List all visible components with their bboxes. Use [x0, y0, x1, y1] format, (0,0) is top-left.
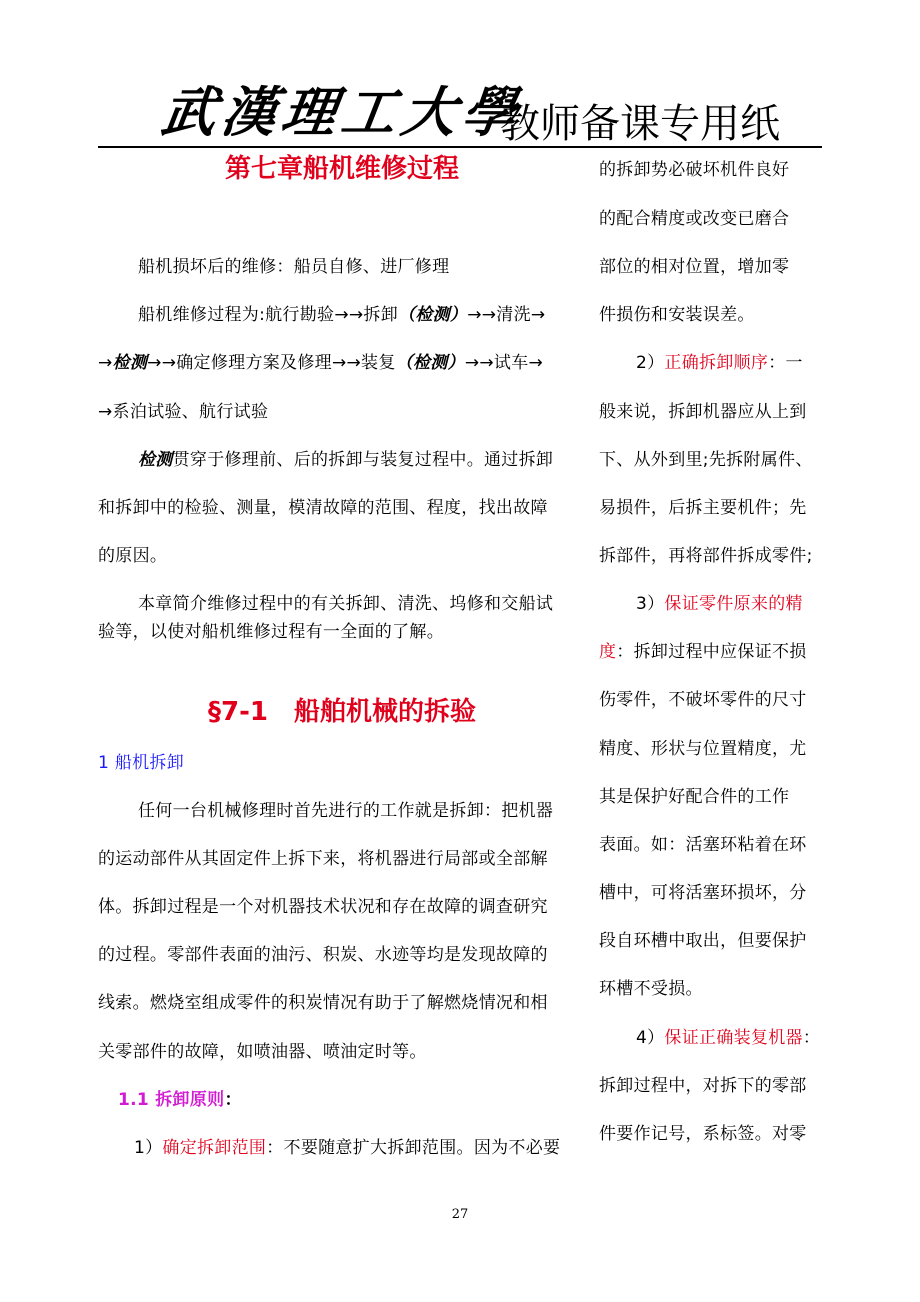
- right-column-line: [636, 1027, 820, 1049]
- right-column-line: 槽中，可将活塞环损坏，分: [599, 883, 807, 903]
- text-run: 船机维修过程为:航行勘验→→拆卸: [138, 305, 399, 325]
- rule-number: 1）: [134, 1138, 163, 1158]
- rule-line: [134, 1137, 560, 1159]
- emphasis-text: （检测）: [395, 353, 465, 373]
- body-line: 任何一台机械修理时首先进行的工作就是拆卸：把机器: [138, 801, 554, 821]
- intro-line: 验等，以使对船机维修过程有一全面的了解。: [98, 622, 444, 642]
- rule-text: ：拆卸过程中应保证不损: [616, 642, 807, 662]
- rule-title: 保证正确装复机器: [664, 1028, 803, 1048]
- right-column-line: 部位的相对位置，增加零: [599, 257, 790, 277]
- right-column-line: 段自环槽中取出，但要保护: [599, 931, 807, 951]
- text-run: →→确定修理方案及修理→→装复: [147, 353, 396, 373]
- body-line: 的运动部件从其固定件上拆下来，将机器进行局部或全部解: [98, 849, 548, 869]
- header-divider: [98, 146, 822, 148]
- right-column-line: 表面。如：活塞环粘着在环: [599, 835, 807, 855]
- emphasis-text: 检测: [138, 450, 173, 470]
- rule-title: 度: [599, 642, 617, 662]
- chapter-title: 第七章船机维修过程: [224, 154, 459, 184]
- right-column-line: 拆卸过程中，对拆下的零部: [599, 1076, 807, 1096]
- intro-line: [138, 449, 553, 471]
- intro-line: 船机损坏后的维修：船员自修、进厂修理: [138, 257, 450, 277]
- intro-line: 的原因。: [98, 546, 168, 566]
- right-column-line: 精度、形状与位置精度，尤: [599, 739, 807, 759]
- section-title: §7-1 船舶机械的拆验: [208, 697, 476, 727]
- text-run: 贯穿于修理前、后的拆卸与装复过程中。通过拆卸: [172, 450, 554, 470]
- text-run: →: [98, 353, 113, 373]
- right-column-line: 的配合精度或改变已磨合: [599, 209, 790, 229]
- rule-number: 2）: [636, 353, 665, 373]
- right-column-line: 下、从外到里;先拆附属件、: [599, 450, 813, 470]
- header-title: 教师备课专用纸: [500, 101, 780, 147]
- rule-title: 确定拆卸范围: [162, 1138, 267, 1158]
- intro-line: [138, 304, 545, 326]
- page-number: 27: [451, 1207, 469, 1222]
- principle-heading-colon: ：: [224, 1090, 242, 1110]
- right-column-line: [636, 593, 803, 615]
- right-column-line: 件损伤和安装误差。: [599, 305, 755, 325]
- rule-number: 4）: [636, 1028, 665, 1048]
- principle-heading: [118, 1089, 242, 1111]
- right-column-line: 环槽不受损。: [599, 979, 703, 999]
- rule-number: 3）: [636, 594, 665, 614]
- right-column-line: 伤零件，不破坏零件的尺寸: [599, 690, 807, 710]
- intro-line: [98, 352, 543, 374]
- rule-text: ：: [802, 1028, 821, 1048]
- rule-title: 保证零件原来的精: [664, 594, 803, 614]
- emphasis-text: （检测）: [398, 305, 468, 325]
- rule-title: 正确拆卸顺序: [664, 353, 769, 373]
- right-column-line: 易损件，后拆主要机件；先: [599, 498, 807, 518]
- body-line: 的过程。零部件表面的油污、积炭、水迹等均是发现故障的: [98, 945, 548, 965]
- text-run: →→清洗→: [467, 305, 546, 325]
- right-column-line: 其是保护好配合件的工作: [599, 787, 790, 807]
- right-column-line: 件要作记号，系标签。对零: [599, 1124, 807, 1144]
- emphasis-text: 检测: [112, 353, 148, 373]
- rule-text: ：一: [768, 353, 803, 373]
- intro-line: 和拆卸中的检验、测量，模清故障的范围、程度，找出故障: [98, 498, 548, 518]
- right-column-line: 的拆卸势必破坏机件良好: [599, 160, 790, 180]
- body-line: 线索。燃烧室组成零件的积炭情况有助于了解燃烧情况和相: [98, 993, 548, 1013]
- text-run: →→试车→: [464, 353, 544, 373]
- subsection-heading: 1 船机拆卸: [98, 753, 185, 773]
- body-line: 关零部件的故障，如喷油器、喷油定时等。: [98, 1042, 427, 1062]
- intro-line: →系泊试验、航行试验: [98, 402, 269, 422]
- university-logo: 武漢理工大學: [157, 80, 527, 144]
- intro-line: 本章简介维修过程中的有关拆卸、清洗、坞修和交船试: [138, 594, 554, 614]
- right-column-line: [636, 352, 803, 374]
- right-column-line: 般来说，拆卸机器应从上到: [599, 402, 807, 422]
- right-column-line: 拆部件，再将部件拆成零件;: [599, 546, 813, 566]
- right-column-line: [599, 641, 807, 663]
- rule-text: ：不要随意扩大拆卸范围。因为不必要: [266, 1138, 561, 1158]
- principle-heading-text: 1.1 拆卸原则: [118, 1090, 225, 1110]
- body-line: 体。拆卸过程是一个对机器技术状况和存在故障的调查研究: [98, 897, 548, 917]
